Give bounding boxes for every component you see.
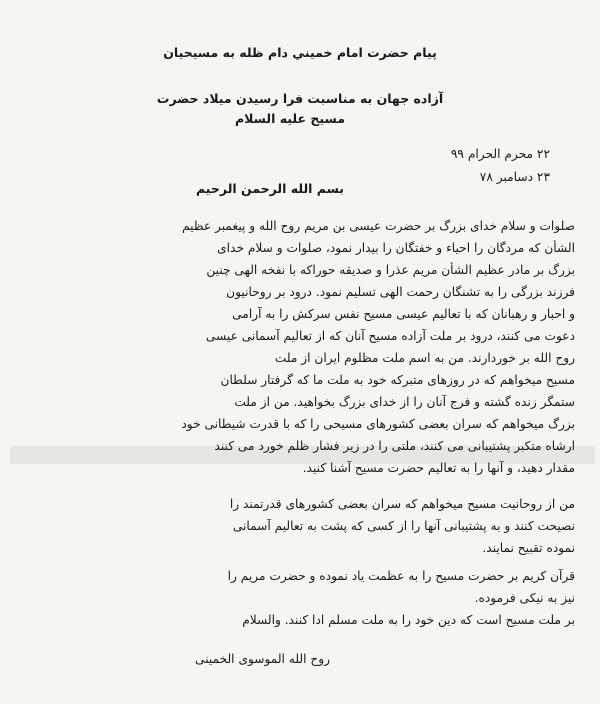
body-line: قرآن كريم بر حضرت مسيح را به عظمت ياد نموده و حضرت مريم را <box>227 569 575 583</box>
date-hijri: ۲۲ محرم الحرام ۹۹ <box>450 147 550 161</box>
body-line: نيز به نيكى فرموده. <box>474 591 575 605</box>
signature: روح الله الموسوى الخمينى <box>195 652 330 666</box>
body-line: روح الله بر خوردارند. من به اسم ملت مظلوم ايران از ملت <box>274 351 575 365</box>
body-line: فرزند بزرگى را به تشنگان رحمت الهى تسليم نمود. درود بر روحانيون <box>226 285 575 299</box>
heading-line-1: پيام حضرت امام خميني دام ظله به مسيحيان <box>163 45 437 60</box>
date-solar: ۲۳ دسامبر ۷۸ <box>479 170 550 184</box>
body-line: من از روحانيت مسيح ميخواهم كه سران بعضى كشورهاى قدرتمند را <box>229 497 575 511</box>
body-line: بر ملت مسيح است كه دين خود را به ملت مسلم ادا كنند. والسلام <box>242 613 575 627</box>
body-line: نصيحت كنند و به پشتيبانى آنها را از كسى كه پشت به تعاليم آسمانى <box>232 519 575 533</box>
basmala: بسم الله الرحمن الرحيم <box>196 181 344 196</box>
body-line: و احبار و رهبانان كه با تعاليم عيسى مسيح نفس سركش را به آرامى <box>232 307 575 321</box>
heading-line-2: آزاده جهان به مناسبت فرا رسيدن ميلاد حضرت <box>156 91 444 106</box>
body-line: بزرگ ميخواهم كه سران بعضى كشورهاى مسيحى را كه با قدرت شيطانى خود <box>181 417 575 431</box>
body-line: ستمگر زنده گشته و فرج آنان را از خداى بزرگ بخواهيد. من از ملت <box>234 395 575 409</box>
body-line: الشأن كه مردگان را احياء و خفتگان را بيدار نمود، صلوات و سلام خداى <box>217 241 575 255</box>
body-line: صلوات و سلام خداى بزرگ بر حضرت عيسى بن مريم روح الله و پيغمبر عظيم <box>182 219 575 233</box>
body-line: بزرگ بر مادر عظيم الشأن مريم عذرا و صديقه حوراكه با نفخه الهى چنين <box>206 263 575 277</box>
body-line: ارشاه متكبر پشتيبانى مى كنند، ملتى را در زير فشار ظلم خورد مى كنند <box>214 439 575 453</box>
body-line: دعوت مى كنند، درود بر ملت آزاده مسيح آنان كه از تعاليم آسمانى عيسى <box>205 329 575 343</box>
body-line: مقدار دهيد، و آنها را به تعاليم حضرت مسيح آشنا كنيد. <box>302 461 575 475</box>
body-line: مسيح ميخواهم كه در روزهاى متبركه خود به ملت ما كه گرفتار سلطان <box>220 373 575 387</box>
heading-line-3: مسيح عليه السلام <box>235 111 345 126</box>
body-line: نموده تقبيح نمايند. <box>482 541 575 555</box>
